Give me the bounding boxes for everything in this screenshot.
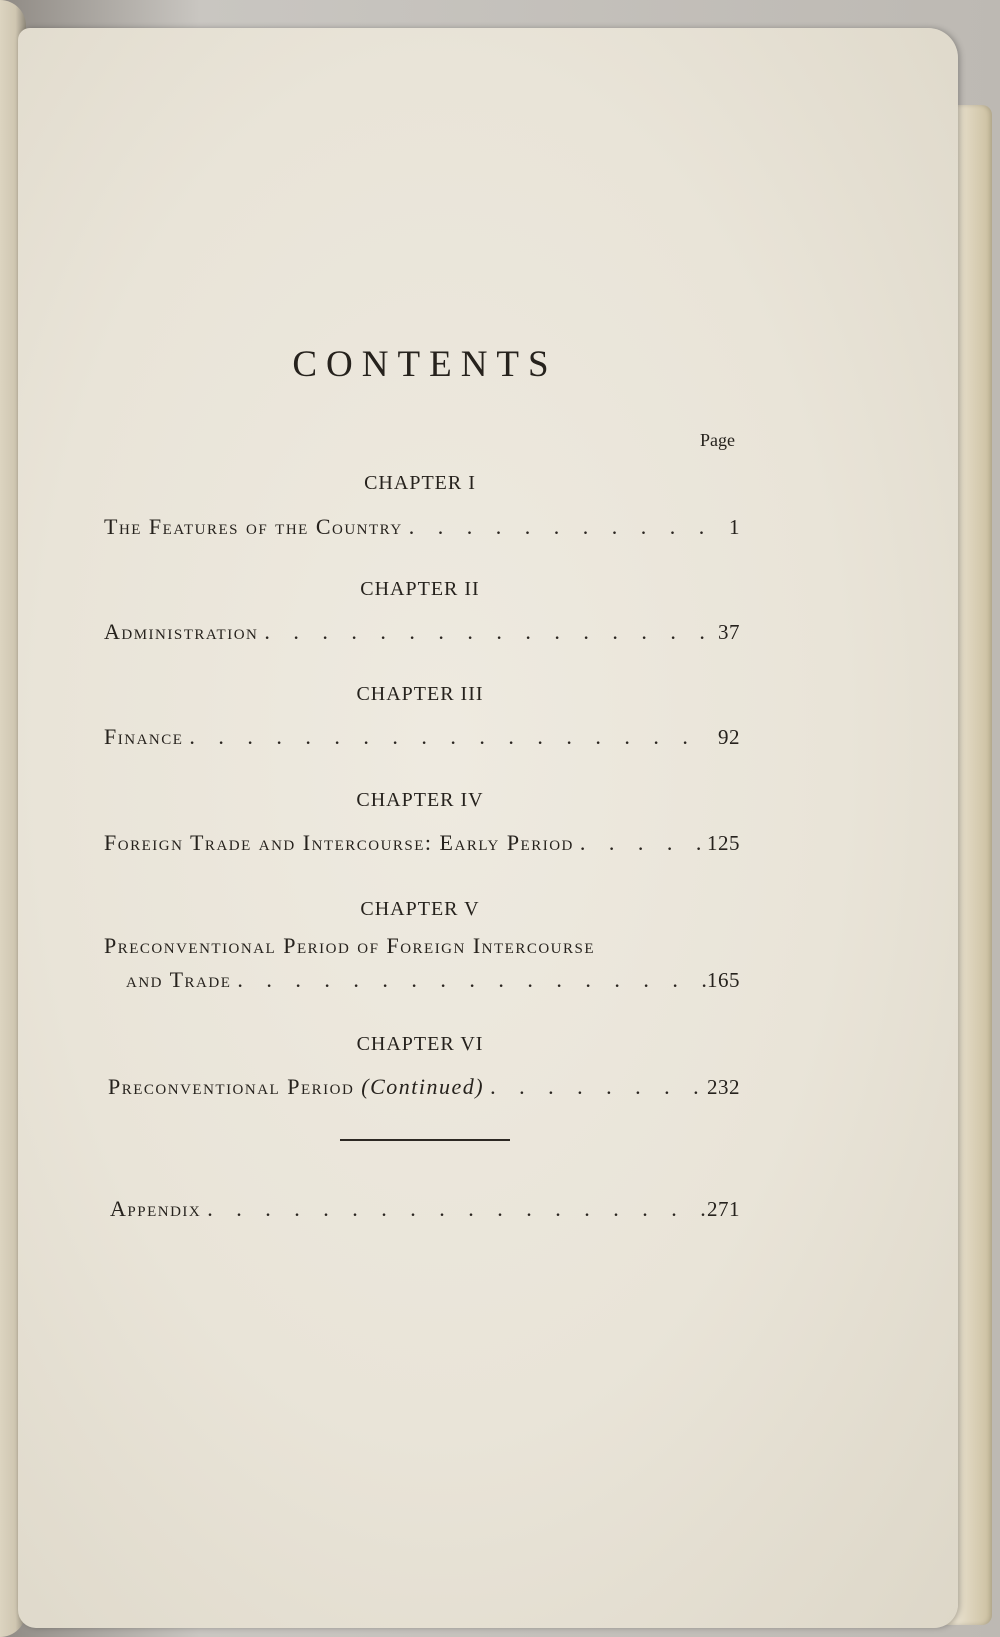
section-divider [340,1139,510,1141]
toc-entry-page: 125 [707,831,740,855]
chapter-heading: CHAPTER V [360,898,480,920]
toc-entry-title-line2: and Trade [126,967,232,992]
toc-entry-page: 232 [707,1075,740,1099]
toc-entry-title: The Features of the Country [104,514,403,539]
dot-leader [201,1196,707,1222]
toc-entry-page: 165 [707,968,740,992]
toc-entry-title: Foreign Trade and Intercourse: Early Period [104,830,574,855]
toc-entry [126,963,740,993]
toc-entry [104,826,740,856]
toc-entry-page: 92 [718,725,740,749]
toc-entry [104,510,740,540]
chapter-heading: CHAPTER IV [356,789,484,811]
toc-entry-title [108,1074,484,1100]
dot-leader [258,619,708,645]
toc-entry-appendix [110,1192,740,1222]
toc-entry-title: Administration [104,619,259,644]
toc-entry-page: 37 [718,620,740,644]
toc-entry-title-line1: Preconventional Period of Foreign Intercourse [104,933,596,958]
toc-entry [104,615,740,645]
dot-leader [183,724,708,750]
dot-leader [403,514,708,540]
page-title: CONTENTS [292,344,558,385]
toc-entry-title-text: Preconventional Period [108,1074,355,1099]
toc-entry-page: 271 [707,1197,740,1221]
toc-entry-title: Finance [104,724,184,749]
chapter-heading: CHAPTER II [360,578,480,600]
chapter-heading: CHAPTER I [364,472,476,494]
toc-entry-title-suffix: (Continued) [361,1074,485,1099]
dot-leader [574,830,707,856]
dot-leader [231,967,707,993]
chapter-heading: CHAPTER VI [356,1033,484,1055]
toc-entry-page: 1 [729,515,740,539]
chapter-heading: CHAPTER III [356,683,484,705]
toc-entry [108,1070,740,1100]
toc-entry [104,720,740,750]
dot-leader [484,1074,707,1100]
toc-entry-title: Appendix [110,1196,202,1221]
page-column-label: Page [700,430,735,450]
